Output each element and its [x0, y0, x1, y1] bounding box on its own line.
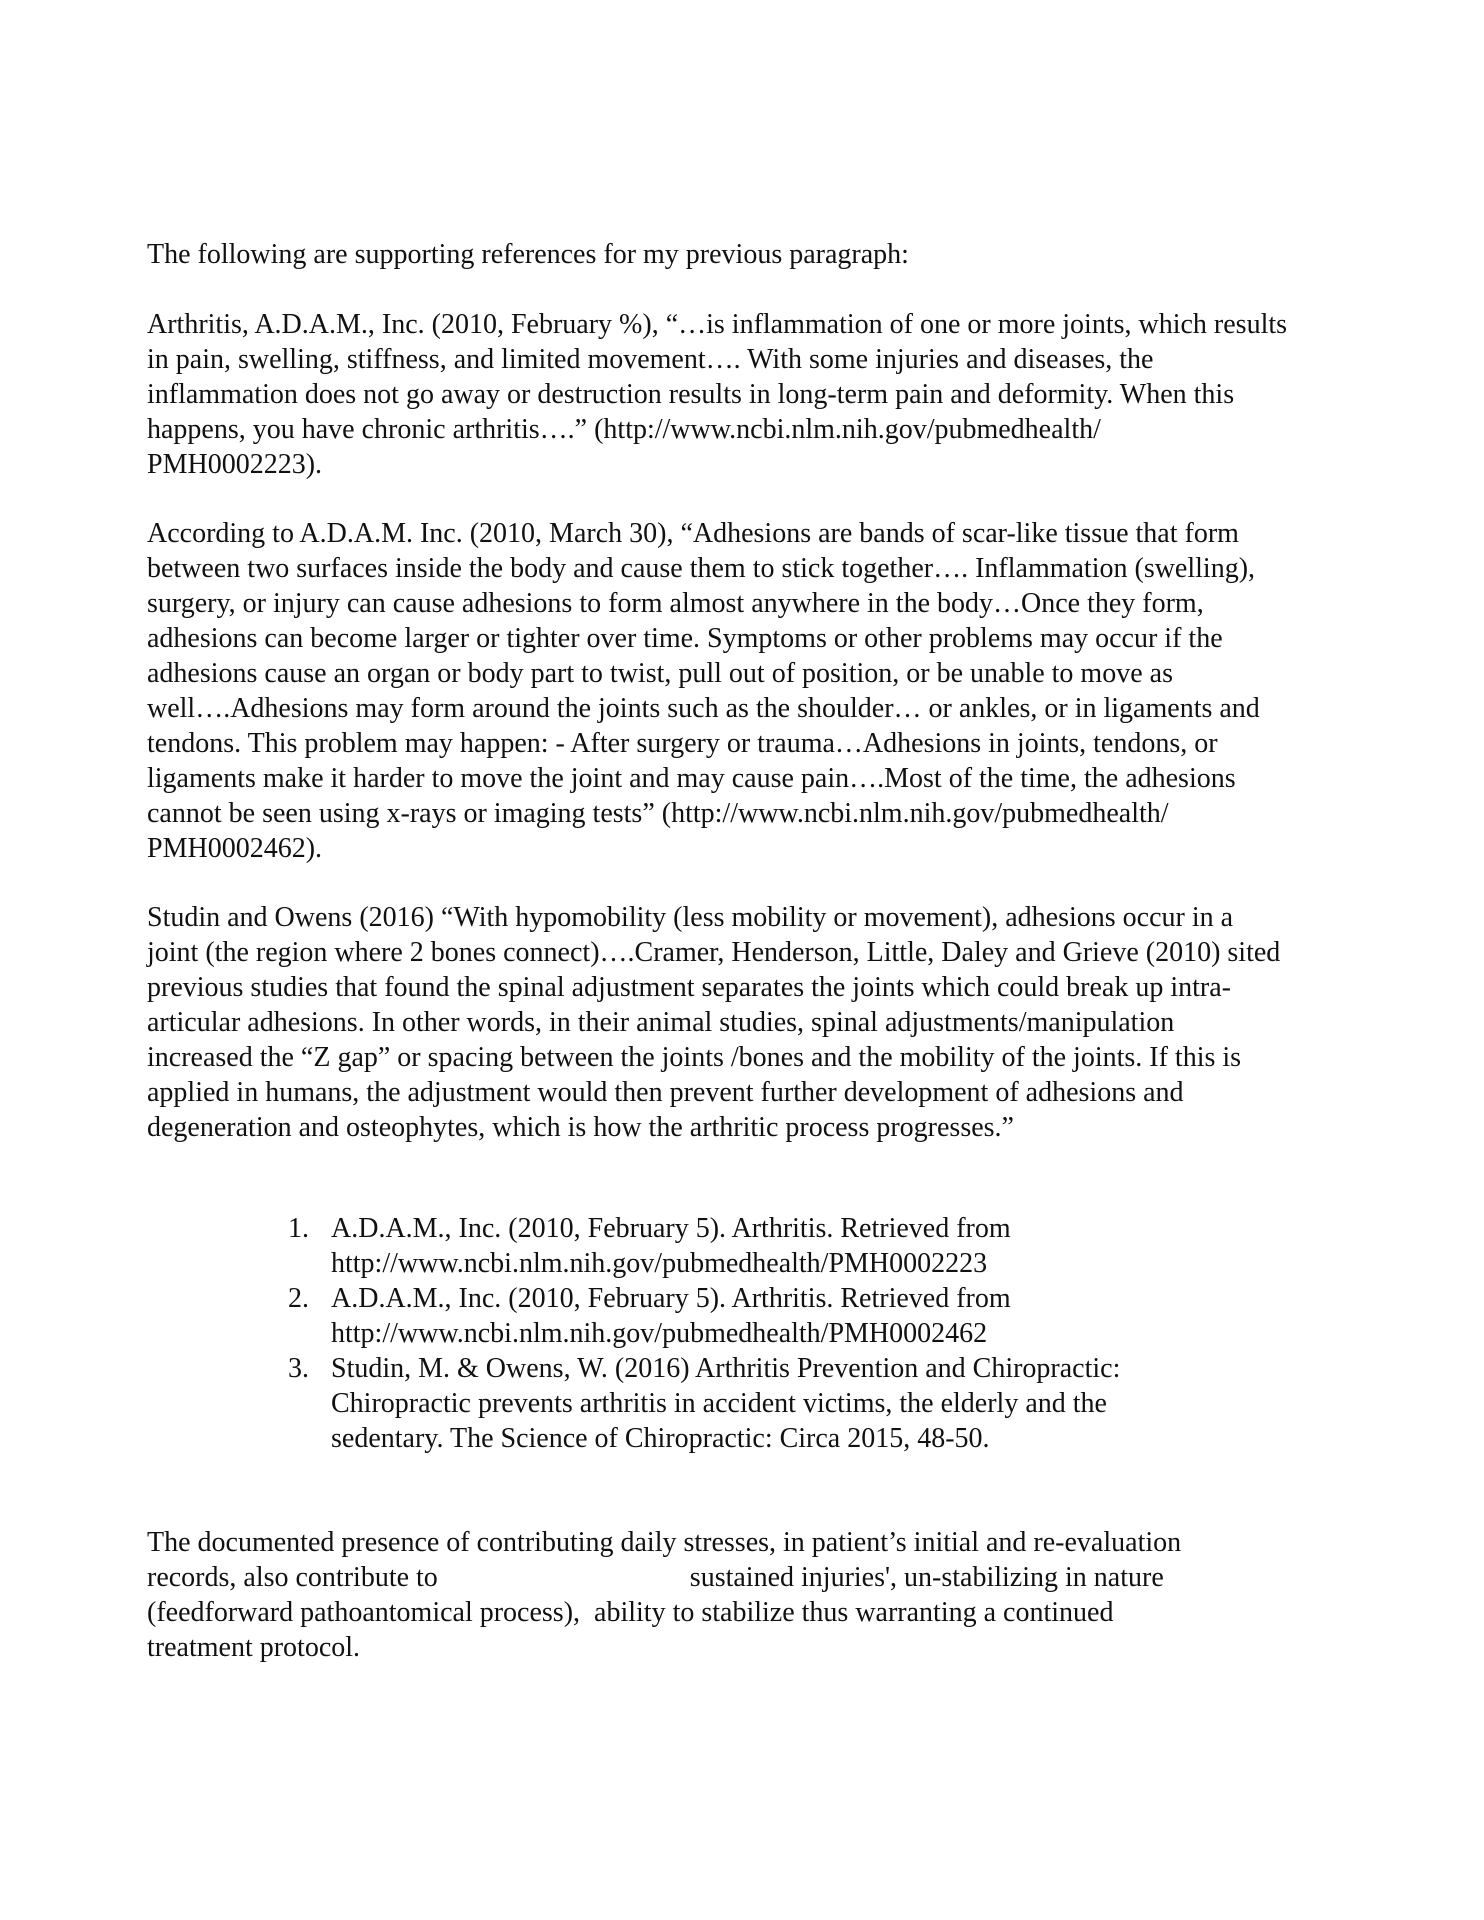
reference-number: 3. [288, 1353, 309, 1384]
paragraph-line: cannot be seen using x-rays or imaging tests” (http://www.ncbi.nlm.nih.gov/pubmedhealth/ [147, 798, 1169, 829]
paragraph-line: between two surfaces inside the body and cause them to stick together…. Inflammation (swelling), [147, 553, 1256, 584]
intro-line: The following are supporting references for my previous paragraph: [147, 239, 909, 270]
paragraph-line: tendons. This problem may happen: - After surgery or trauma…Adhesions in joints, tendons, or [147, 728, 1218, 759]
reference-line: Studin, M. & Owens, W. (2016) Arthritis Prevention and Chiropractic: [331, 1353, 1121, 1384]
paragraph-line: PMH0002223). [147, 449, 323, 480]
reference-line: Chiropractic prevents arthritis in accident victims, the elderly and the [331, 1388, 1107, 1419]
reference-line: http://www.ncbi.nlm.nih.gov/pubmedhealth/PMH0002462 [331, 1318, 988, 1349]
reference-line: A.D.A.M., Inc. (2010, February 5). Arthritis. Retrieved from [331, 1283, 1011, 1314]
paragraph-line: Studin and Owens (2016) “With hypomobility (less mobility or movement), adhesions occur in a [147, 902, 1234, 933]
paragraph-line: surgery, or injury can cause adhesions to form almost anywhere in the body…Once they form, [147, 588, 1204, 619]
paragraph-line: inflammation does not go away or destruction results in long-term pain and deformity. When this [147, 379, 1235, 410]
paragraph-line: well….Adhesions may form around the joints such as the shoulder… or ankles, or in ligaments and [147, 693, 1260, 724]
paragraph-line: ligaments make it harder to move the joint and may cause pain….Most of the time, the adhesions [147, 763, 1236, 794]
paragraph-line: in pain, swelling, stiffness, and limited movement…. With some injuries and diseases, the [147, 344, 1154, 375]
reference-number: 1. [288, 1213, 309, 1244]
paragraph-line: The documented presence of contributing daily stresses, in patient’s initial and re-evaluation [147, 1527, 1182, 1558]
paragraph-line: treatment protocol. [147, 1632, 361, 1663]
paragraph-line: adhesions can become larger or tighter over time. Symptoms or other problems may occur if the [147, 623, 1223, 654]
paragraph-line: According to A.D.A.M. Inc. (2010, March 30), “Adhesions are bands of scar-like tissue that form [147, 518, 1239, 549]
paragraph-line: articular adhesions. In other words, in their animal studies, spinal adjustments/manipulation [147, 1007, 1175, 1038]
paragraph-line: degeneration and osteophytes, which is how the arthritic process progresses.” [147, 1112, 1014, 1143]
paragraph-line: applied in humans, the adjustment would then prevent further development of adhesions and [147, 1077, 1184, 1108]
reference-number: 2. [288, 1283, 309, 1314]
paragraph-line: increased the “Z gap” or spacing between the joints /bones and the mobility of the joints. If this is [147, 1042, 1242, 1073]
paragraph-line: records, also contribute to sustained injuries', un-stabilizing in nature [147, 1562, 1164, 1593]
paragraph-line: PMH0002462). [147, 833, 323, 864]
reference-line: sedentary. The Science of Chiropractic: Circa 2015, 48-50. [331, 1423, 990, 1454]
paragraph-line: adhesions cause an organ or body part to twist, pull out of position, or be unable to move as [147, 658, 1173, 689]
reference-line: http://www.ncbi.nlm.nih.gov/pubmedhealth/PMH0002223 [331, 1248, 988, 1279]
reference-line: A.D.A.M., Inc. (2010, February 5). Arthritis. Retrieved from [331, 1213, 1011, 1244]
paragraph-line: (feedforward pathoantomical process), ability to stabilize thus warranting a continued [147, 1597, 1114, 1628]
paragraph-line: Arthritis, A.D.A.M., Inc. (2010, February %), “…is inflammation of one or more joints, which results [147, 309, 1288, 340]
paragraph-line: previous studies that found the spinal adjustment separates the joints which could break up intra- [147, 972, 1231, 1003]
paragraph-line: happens, you have chronic arthritis….” (http://www.ncbi.nlm.nih.gov/pubmedhealth/ [147, 414, 1101, 445]
paragraph-line: joint (the region where 2 bones connect)….Cramer, Henderson, Little, Daley and Grieve (2010) sited [147, 937, 1281, 968]
